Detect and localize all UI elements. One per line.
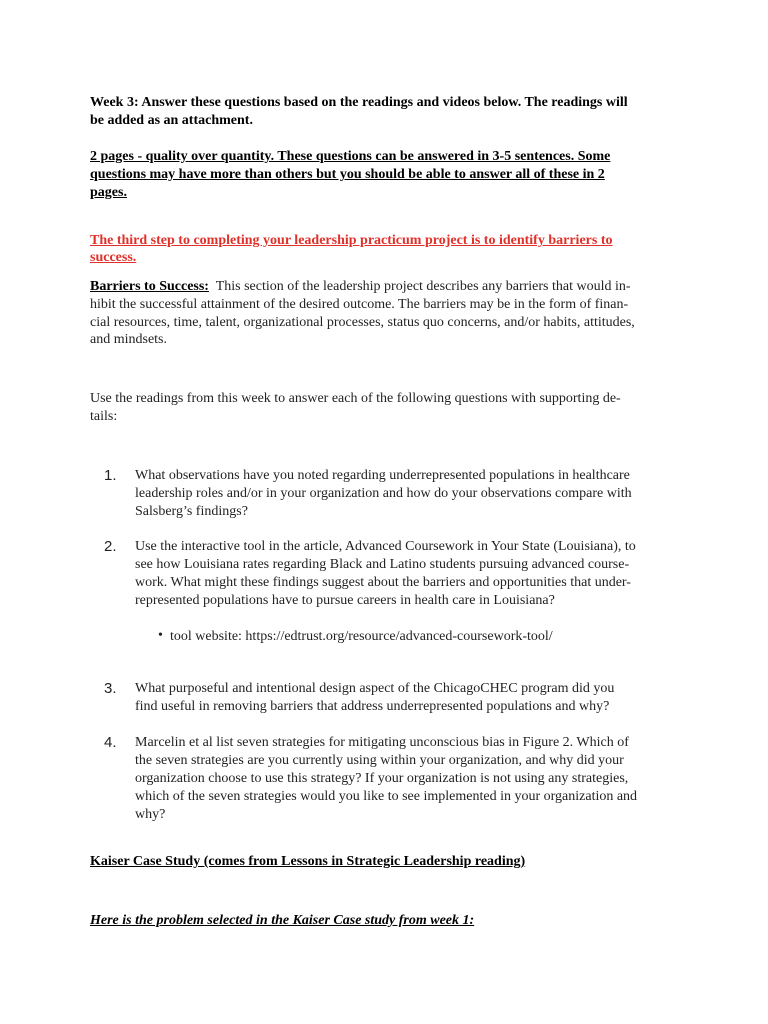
tool-website-text: tool website: https://edtrust.org/resource/advanced-coursework-tool/ [170, 629, 553, 644]
kaiser-case-study-heading: Kaiser Case Study (comes from Lessons in Strategic Leadership reading) [90, 854, 526, 869]
question-2-number: 2. [104, 538, 117, 555]
length-note-line-1: 2 pages - quality over quantity. These questions can be answered in 3-5 sentences. Some [90, 149, 611, 164]
step-note-line-2: success. [90, 250, 137, 265]
question-1-line-2: leadership roles and/or in your organization and how do your observations compare with [135, 486, 632, 501]
barriers-line-2: hibit the successful attainment of the desired outcome. The barriers may be in the form of finan- [90, 297, 629, 312]
problem-heading: Here is the problem selected in the Kaiser Case study from week 1: [90, 913, 475, 928]
question-4-number: 4. [104, 734, 117, 751]
instructions-line-2: tails: [90, 409, 118, 424]
question-3-line-1: What purposeful and intentional design aspect of the ChicagoCHEC program did you [135, 681, 615, 696]
question-3-number: 3. [104, 680, 117, 697]
question-4-line-3: organization choose to use this strategy? If your organization is not using any strategies, [135, 771, 629, 786]
question-2-line-4: represented populations have to pursue careers in health care in Louisiana? [135, 593, 555, 608]
step-note-line-1: The third step to completing your leadership practicum project is to identify barriers to [90, 233, 613, 248]
instructions-line-1: Use the readings from this week to answer each of the following questions with supporting de- [90, 391, 621, 406]
header-line-1: Week 3: Answer these questions based on the readings and videos below. The readings will [90, 95, 628, 110]
tool-bullet: • [158, 628, 163, 643]
barriers-text-1: This section of the leadership project describes any barriers that would in- [208, 279, 631, 294]
question-1-line-1: What observations have you noted regarding underrepresented populations in healthcare [135, 468, 630, 483]
question-4-line-1: Marcelin et al list seven strategies for mitigating unconscious bias in Figure 2. Which of [135, 735, 629, 750]
question-2-line-2: see how Louisiana rates regarding Black and Latino students pursuing advanced course- [135, 557, 630, 572]
question-3-line-2: find useful in removing barriers that address underrepresented populations and why? [135, 699, 610, 714]
question-1-number: 1. [104, 467, 117, 484]
question-2-line-3: work. What might these findings suggest about the barriers and opportunities that under- [135, 575, 631, 590]
header-line-2: be added as an attachment. [90, 113, 253, 128]
barriers-line-1 [90, 278, 631, 296]
question-1-line-3: Salsberg’s findings? [135, 504, 248, 519]
question-4-line-5: why? [135, 807, 166, 822]
question-4-line-2: the seven strategies are you currently using within your organization, and why did your [135, 753, 624, 768]
barriers-line-4: and mindsets. [90, 332, 167, 347]
length-note-line-2: questions may have more than others but you should be able to answer all of these in 2 [90, 167, 605, 182]
barriers-line-3: cial resources, time, talent, organizational processes, status quo concerns, and/or habits, attitudes, [90, 315, 635, 330]
length-note-line-3: pages. [90, 185, 127, 200]
barriers-label: Barriers to Success: [90, 279, 209, 294]
question-4-line-4: which of the seven strategies would you like to see implemented in your organization and [135, 789, 638, 804]
question-2-line-1: Use the interactive tool in the article, Advanced Coursework in Your State (Louisiana), to [135, 539, 636, 554]
